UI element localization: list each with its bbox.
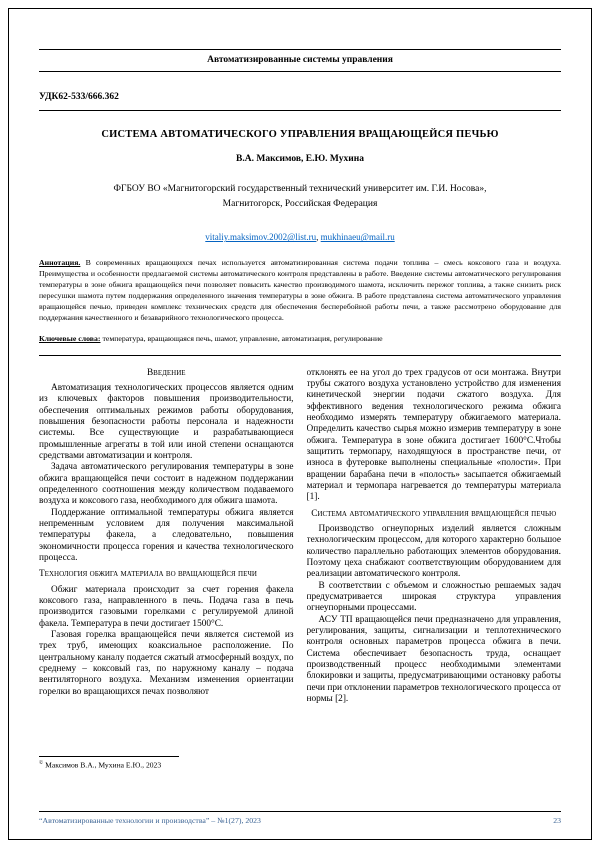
keywords-label: Ключевые слова: <box>39 333 101 343</box>
paragraph: Обжиг материала происходит за счет горения факела коксового газа, направленного в печь. Подача газа в печь производится газовыми горелками с регулируемой длиной факела. Температура в печи достигает 1500°С. <box>39 584 294 629</box>
page-footer <box>39 811 561 825</box>
right-column <box>307 368 562 770</box>
keywords <box>39 334 561 345</box>
paragraph: АСУ ТП вращающейся печи предназначено для управления, регулирования, защиты, сигнализации и теплотехнического контроля основных параметров процесса обжига в печи. Система обеспечивает безопасность труда, оснащает производственный процесс необходимыми элементами блокировки и защиты, предусматривающими остановку работы печи при отклонении параметров технологического процесса от нормы [2]. <box>306 614 561 704</box>
article-authors: В.А. Максимов, Е.Ю. Мухина <box>236 154 364 164</box>
paragraph: Газовая горелка вращающейся печи является системой из трех труб, имеющих коаксиальное расположение. По центральному каналу подается сжатый атмосферный воздух, по среднему – коксовый газ, по наружному каналу – подача вентиляторного воздуха. Механизм изменения ориентации горелки во вращающихся печах позволяют <box>39 629 294 697</box>
article-body <box>39 368 561 770</box>
abstract-text: В современных вращающихся печах используется автоматизированная система подачи топлива – смесь коксового газа и воздуха. Преимущества и особенности предлагаемой системы автоматического контроля представлены в работе. Введение системы автоматического регулирования температуры в зоне обжига вращающейся печи позволяет повысить качество производимого шамота, исключить пережог топлива, а также снизить риск пересушки шамота путем поддержания определенного значения температуры в зоне обжига. В работе представлена система автоматического управления вращающейся печью, приведен комплекс технических средств для обеспечения бесперебойной работы печи, а также рассмотрено оборудование для поддержания качественного и безаварийного технологического процесса. <box>39 258 561 322</box>
journal-reference: “Автоматизированные технологии и производства” – №1(27), 2023 <box>39 816 261 825</box>
paragraph: Производство огнеупорных изделий является сложным технологическим процессом, для которого характерно большое количество параллельно работающих элементов оборудования. Поэтому цеха снабжают соответствующим оборудованием для реализации автоматического контроля. <box>306 523 561 580</box>
running-header: Автоматизированные системы управления <box>39 49 561 72</box>
section-heading-introduction: Введение <box>146 367 186 378</box>
keywords-text: температура, вращающаяся печь, шамот, управление, автоматизация, регулирование <box>100 333 383 343</box>
article-title: СИСТЕМА АВТОМАТИЧЕСКОГО УПРАВЛЕНИЯ ВРАЩАЮЩЕЙСЯ ПЕЧЬЮ <box>101 129 499 140</box>
paper-page <box>8 8 592 840</box>
copyright-footnote <box>39 753 294 770</box>
affiliation-line-1: ФГБОУ ВО «Магнитогорский государственный технический университет им. Г.И. Носова», <box>113 184 487 194</box>
email-link-1[interactable]: vitaliy.maksimov.2002@list.ru <box>205 232 317 243</box>
udc-code: УДК62-533/666.362 <box>39 92 561 111</box>
paragraph: Автоматизация технологических процессов является одним из ключевых факторов повышения производительности, обеспечения оптимальных режимов работы оборудования, повышения безопасности работы персонала и надежности системы. Все существующие и разрабатывающиеся промышленные агрегаты в той или иной степени оснащаются средствами автоматизации и контроля. <box>39 383 294 462</box>
footnote-rule <box>39 756 179 757</box>
affiliation-line-2: Магнитогорск, Российская Федерация <box>222 199 378 210</box>
affiliation <box>39 182 561 212</box>
email-link-2[interactable]: mukhinaeu@mail.ru <box>320 232 395 243</box>
paragraph: Задача автоматического регулирования температуры в зоне обжига вращающейся печи состоит в надежном поддержании определенного соотношения между количеством подаваемого воздуха и коксового газа, необходимого для обжига шамота. <box>39 462 294 507</box>
page-number: 23 <box>553 816 561 825</box>
email-separator: , <box>316 232 321 243</box>
paragraph: Поддержание оптимальной температуры обжига является непременным условием для получения максимальной температуры факела, а следовательно, повышения экономичности процесса горения и качества технологического процесса. <box>39 507 294 563</box>
abstract <box>39 258 561 323</box>
abstract-label: Аннотация. <box>39 258 81 268</box>
section-divider <box>39 355 561 356</box>
copyright-text: Максимов В.А., Мухина Е.Ю., 2023 <box>43 760 162 770</box>
copyright-symbol: © <box>39 759 44 766</box>
paragraph: отклонять ее на угол до трех градусов от оси монтажа. Внутри трубы сжатого воздуха установлено устройство для изменения кинетической энергии подачи сжатого воздуха. Для эффективного ведения технологического режима обжига необходимо измерять температуру обжигаемого материала. Определить качество сырья можно измерив температуру в зоне обжига. Температура в зоне обжига достигает 1600°С.Чтобы защитить термопару, находящуюся в пространстве печи, от износа в футеровке выполнены специальные «полости». При вращении барабана печи в «полость» засыпается обжигаемый материал и термопара нагревается до температуры материала [1]. <box>306 367 561 503</box>
section-heading-technology: Технология обжига материала во вращающейся печи <box>39 569 257 580</box>
left-column <box>39 368 294 770</box>
author-emails <box>39 232 561 242</box>
section-heading-system: Система автоматического управления вращающейся печью <box>311 508 557 519</box>
paragraph: В соответствии с объемом и сложностью решаемых задач предусматривается широкая структура управления огнеупорными процессами. <box>306 580 561 614</box>
